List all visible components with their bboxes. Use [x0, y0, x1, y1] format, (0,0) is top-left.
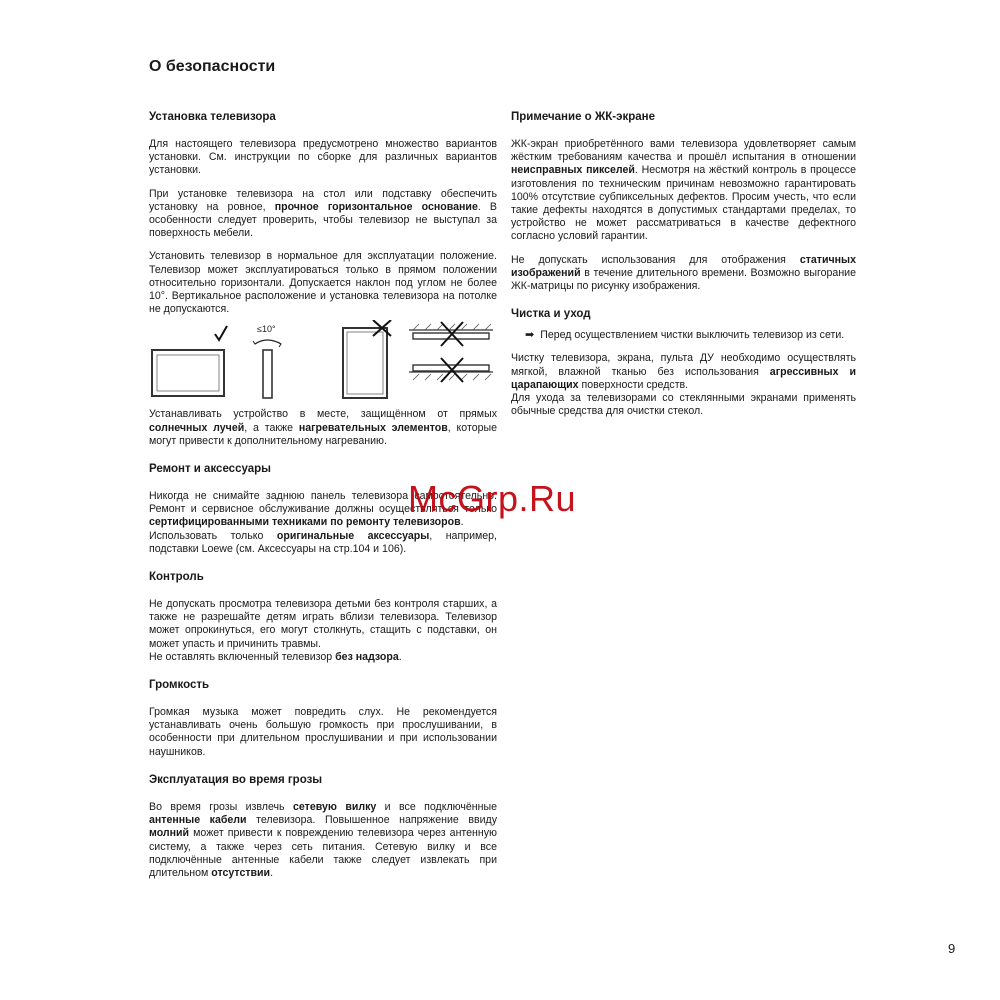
section-heading-control: Контроль	[149, 571, 204, 584]
install-paragraph-1: Для настоящего телевизора предусмотрено множество вариантов установки. См. инструкции по сборке для различных вариантов установки.	[149, 138, 497, 177]
text: и все подключённые	[376, 800, 497, 813]
text: Никогда не снимайте заднюю панель телевизора самостоятельно. Ремонт и сервисное обслуживание должны осуществляться только	[149, 490, 497, 516]
text: , а также	[244, 421, 299, 434]
lcd-paragraph-1	[511, 138, 856, 244]
text: При установке телевизора на стол или подставку обеспечить установку на ровное,	[149, 187, 497, 213]
text: телевизора. Повышенное напряжение ввиду	[246, 814, 498, 827]
emphasis: солнечных лучей	[149, 421, 245, 434]
page-title: О безопасности	[149, 58, 276, 75]
emphasis: без надзора	[335, 650, 399, 663]
tv-horizontal-ok-figure	[152, 326, 227, 396]
section-heading-install: Установка телевизора	[149, 111, 276, 123]
emphasis: прочное горизонтальное основание	[274, 200, 478, 213]
section-storm	[149, 773, 497, 880]
text: поверхности средств.	[578, 378, 689, 391]
section-volume	[149, 678, 497, 759]
volume-paragraph-1: Громкая музыка может повредить слух. Не рекомендуется устанавливать очень большую громкость при прослушивании, в особенности при длительном прослушивании и при использовании наушников.	[149, 706, 497, 758]
repair-paragraph-2	[149, 530, 497, 556]
text: ЖК-экран приобретённого вами телевизора удовлетворяет самым жёстким требованиям качества и прошёл испытания в отношении	[511, 138, 856, 164]
storm-paragraph-1	[149, 801, 497, 880]
tv-vertical-not-allowed-figure	[343, 320, 391, 398]
text: .	[460, 516, 464, 529]
install-paragraph-2	[149, 188, 497, 241]
right-column	[511, 110, 856, 432]
section-install	[149, 110, 497, 448]
text: Использовать только	[149, 529, 277, 542]
page-number: 9	[948, 941, 956, 956]
text: Во время грозы извлечь	[149, 800, 293, 813]
text: может привести к повреждению телевизора через антенную систему, а также через сеть питания. Сетевую вилку и все подключённые антенные кабели также следует извлекать при длительном	[149, 827, 497, 879]
emphasis: молний	[149, 827, 190, 840]
section-heading-storm: Эксплуатация во время грозы	[149, 773, 323, 786]
cross-icon	[441, 322, 463, 346]
install-paragraph-3: Установить телевизор в нормальное для эксплуатации положение. Телевизор может эксплуатироваться только в прямом положении относительно горизонтали. Допускается наклон под углом не более 10°. Вертикальное расположение и установка телевизора на потолке не допускаются.	[149, 250, 497, 316]
check-mark-icon	[215, 326, 227, 340]
cleaning-paragraph-1	[511, 352, 856, 392]
installation-diagram	[149, 320, 497, 402]
emphasis: агрессивных и царапающих	[511, 365, 856, 391]
emphasis: неисправных пикселей	[511, 164, 635, 177]
text: , например, подставки Loewe (см. Аксессуары на стр.104 и 106).	[149, 529, 498, 555]
tv-tilt-figure	[253, 324, 281, 398]
text: . Несмотря на жёсткий контроль в процессе изготовления по техническим причинам невозможно гарантировать 100% отсутствие субпиксельных дефектов. Просим учесть, что если такие дефекты находятся в допустимых стандартами пределах, то устройство не может рассматриваться в качестве дефектного согласно условий гарантии.	[511, 164, 856, 243]
cleaning-paragraph-2: Для ухода за телевизорами со стеклянными экранами применять обычные средства для очистки стекол.	[511, 392, 856, 418]
text: Не допускать использования для отображения	[511, 253, 800, 266]
text: .	[398, 650, 402, 663]
text: Не оставлять включенный телевизор	[149, 650, 336, 663]
cleaning-note-text: Перед осуществлением чистки выключить телевизор из сети.	[540, 329, 845, 342]
watermark: McGrp.Ru	[408, 478, 577, 519]
emphasis: сетевую вилку	[292, 800, 377, 813]
section-cleaning	[511, 307, 856, 418]
install-paragraph-4	[149, 408, 497, 448]
emphasis: отсутствии	[211, 866, 271, 879]
arrow-right-icon: ➡	[525, 329, 535, 342]
tilt-angle-label: ≤10°	[257, 324, 276, 335]
text: , которые могут привести к дополнительному нагреванию.	[149, 421, 497, 447]
tv-ceiling-not-allowed-figure	[409, 322, 493, 382]
cleaning-note	[525, 329, 856, 342]
text: .	[270, 866, 274, 879]
text: Устанавливать устройство в месте, защищённом от прямых	[149, 408, 497, 421]
section-heading-lcd: Примечание о ЖК-экране	[511, 111, 655, 123]
section-control	[149, 570, 497, 664]
cross-icon	[441, 358, 463, 382]
emphasis: оригинальные аксессуары	[276, 529, 430, 542]
section-heading-repair: Ремонт и аксессуары	[149, 463, 271, 476]
text: . В особенности следует проверить, чтобы телевизор не выступал за поверхность мебели.	[149, 200, 498, 240]
control-paragraph-2	[149, 651, 497, 664]
emphasis: нагревательных элементов	[298, 421, 448, 434]
lcd-paragraph-2	[511, 254, 856, 294]
emphasis: антенные кабели	[149, 814, 247, 827]
text: в течение длительного времени. Возможно выгорание ЖК-матрицы по рисунку изображения.	[511, 266, 856, 293]
emphasis: статичных изображений	[511, 253, 856, 279]
installation-figures	[149, 320, 497, 402]
emphasis: сертифицированными техниками по ремонту телевизоров	[149, 516, 461, 529]
section-lcd	[511, 110, 856, 293]
text: Чистку телевизора, экрана, пульта ДУ необходимо осуществлять мягкой, влажной тканью без использования	[511, 352, 856, 378]
control-paragraph-1: Не допускать просмотра телевизора детьми без контроля старших, а также не разрешайте детям играть вблизи телевизора. Телевизор может опрокинуться, его могут столкнуть, стащить с подставки, он может упасть и причинить травмы.	[149, 598, 497, 650]
section-heading-cleaning: Чистка и уход	[511, 308, 591, 321]
section-heading-volume: Громкость	[149, 679, 210, 692]
